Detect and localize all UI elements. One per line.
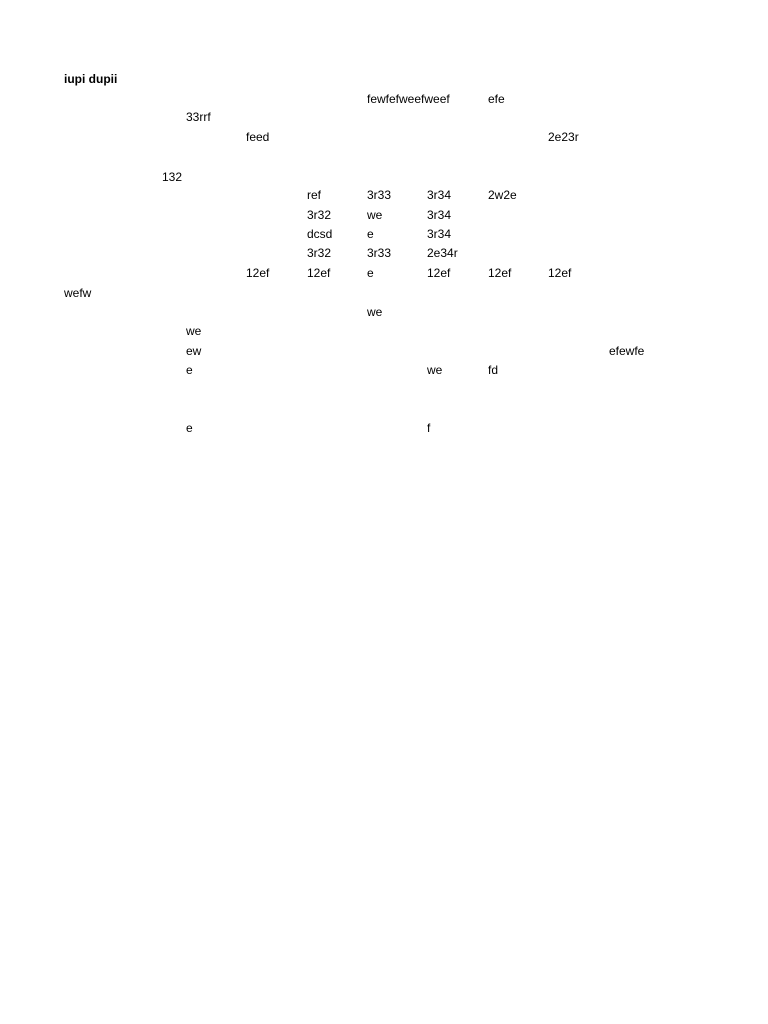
cell-r13-c6: we <box>367 305 383 319</box>
cell-r11-c6: e <box>367 266 374 280</box>
cell-r11-c7: 12ef <box>427 266 451 280</box>
cell-r3-c3: 33rrf <box>186 110 211 124</box>
cell-r11-c5: 12ef <box>307 266 331 280</box>
cell-r9-c5: dcsd <box>307 227 333 241</box>
cell-r11-c4: 12ef <box>246 266 270 280</box>
cell-r19-c7: f <box>427 421 431 435</box>
cell-r10-c6: 3r33 <box>367 246 392 260</box>
cell-r9-c6: e <box>367 227 374 241</box>
cell-r2-c6: fewfefweefweef <box>367 92 450 106</box>
cell-r7-c6: 3r33 <box>367 188 392 202</box>
cell-r7-c5: ref <box>307 188 322 202</box>
cell-r15-c3: ew <box>186 344 202 358</box>
cell-r6-c2: 132 <box>162 170 183 184</box>
document-title: iupi dupii <box>64 72 118 86</box>
cell-r11-c9: 12ef <box>548 266 572 280</box>
cell-r8-c6: we <box>367 208 383 222</box>
cell-r8-c7: 3r34 <box>427 208 452 222</box>
cell-r19-c3: e <box>186 421 193 435</box>
cell-r4-c9: 2e23r <box>548 130 579 144</box>
cell-r14-c3: we <box>186 324 202 338</box>
cell-r11-c8: 12ef <box>488 266 512 280</box>
cell-r2-c8: efe <box>488 92 505 106</box>
cell-r9-c7: 3r34 <box>427 227 452 241</box>
cell-r8-c5: 3r32 <box>307 208 332 222</box>
cell-r12-c1: wefw <box>64 286 92 300</box>
cell-r4-c4: feed <box>246 130 270 144</box>
cell-r16-c3: e <box>186 363 193 377</box>
cell-r16-c8: fd <box>488 363 499 377</box>
cell-r16-c7: we <box>427 363 443 377</box>
cell-r7-c8: 2w2e <box>488 188 517 202</box>
cell-r15-c10: efewfe <box>609 344 645 358</box>
cell-r10-c7: 2e34r <box>427 246 458 260</box>
cell-r7-c7: 3r34 <box>427 188 452 202</box>
cell-r10-c5: 3r32 <box>307 246 332 260</box>
